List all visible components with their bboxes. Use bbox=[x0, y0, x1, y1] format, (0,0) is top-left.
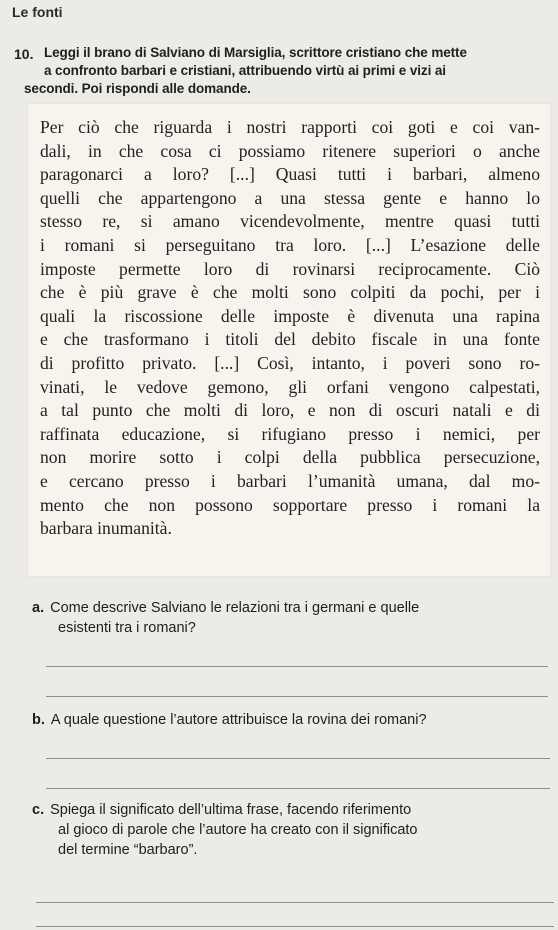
passage-line: Per ciò che riguarda i nostri rapporti coi goti e coi van- bbox=[40, 117, 540, 137]
passage-line: raffinata educazione, si rifugiano presso i nemici, per bbox=[40, 423, 540, 444]
instruction-line: Leggi il brano di Salviano di Marsiglia, scrittore cristiano che mette bbox=[44, 45, 467, 60]
passage-line: barbara inumanità. bbox=[40, 518, 172, 539]
passage-line: i romani si perseguitano tra loro. [...] L’esazione delle bbox=[40, 234, 540, 255]
passage-line: dali, in che cosa ci possiamo ritenere superiori o anche bbox=[40, 140, 540, 161]
passage-line: quelli che appartengono a una stessa gente e hanno lo bbox=[40, 187, 540, 208]
question-c bbox=[32, 800, 556, 860]
question-letter: b. bbox=[32, 712, 45, 728]
passage-line: non morire sotto i colpi della pubblica persecuzione, bbox=[40, 447, 540, 468]
passage-line: imposte permette loro di rovinarsi reciprocamente. Ciò bbox=[40, 258, 540, 279]
question-text: esistenti tra i romani? bbox=[58, 620, 196, 636]
passage-line: vinati, le vedove gemono, gli orfani vengono calpestati, bbox=[40, 376, 540, 397]
passage-line: mento che non possono sopportare presso i romani la bbox=[40, 494, 540, 515]
question-text: Spiega il significato dell’ultima frase, facendo riferimento bbox=[50, 802, 412, 818]
question-b bbox=[32, 710, 552, 730]
answer-line-c2[interactable] bbox=[36, 926, 554, 927]
passage-line: stesso re, si amano vicendevolmente, mentre quasi tutti bbox=[40, 211, 540, 232]
passage-line: che è più grave è che molti sono colpiti da pochi, per i bbox=[40, 282, 540, 303]
question-letter: c. bbox=[32, 802, 45, 818]
answer-line-c1[interactable] bbox=[36, 902, 554, 903]
answer-line-a1[interactable] bbox=[46, 666, 548, 667]
question-text: del termine “barbaro”. bbox=[58, 842, 198, 858]
answer-line-a2[interactable] bbox=[46, 696, 548, 697]
instruction-line: a confronto barbari e cristiani, attribuendo virtù ai primi e vizi ai bbox=[44, 63, 446, 78]
passage-line: paragonarci a loro? [...] Quasi tutti i barbari, almeno bbox=[40, 164, 540, 185]
answer-line-b2[interactable] bbox=[46, 788, 550, 789]
question-a bbox=[32, 598, 552, 638]
question-text: Come descrive Salviano le relazioni tra i germani e quelle bbox=[50, 600, 420, 616]
passage-line: e che trasformano i titoli del debito fiscale in una fonte bbox=[40, 329, 540, 350]
source-passage bbox=[40, 116, 540, 541]
question-text: al gioco di parole che l’autore ha creato con il significato bbox=[58, 822, 418, 838]
passage-line: di profitto privato. [...] Così, intanto, i poveri sono ro- bbox=[40, 352, 540, 373]
question-letter: a. bbox=[32, 600, 45, 616]
passage-line: quali la riscossione delle imposte è divenuta una rapina bbox=[40, 305, 540, 326]
instruction-line: secondi. Poi rispondi alle domande. bbox=[24, 81, 251, 96]
exercise-number: 10. bbox=[14, 46, 34, 62]
question-text: A quale questione l’autore attribuisce la rovina dei romani? bbox=[50, 712, 427, 728]
passage-line: a tal punto che molti di loro, e non di oscuri natali e di bbox=[40, 400, 540, 421]
answer-line-b1[interactable] bbox=[46, 758, 550, 759]
section-title: Le fonti bbox=[12, 4, 63, 20]
passage-line: e cercano presso i barbari l’umanità umana, dal mo- bbox=[40, 470, 540, 491]
